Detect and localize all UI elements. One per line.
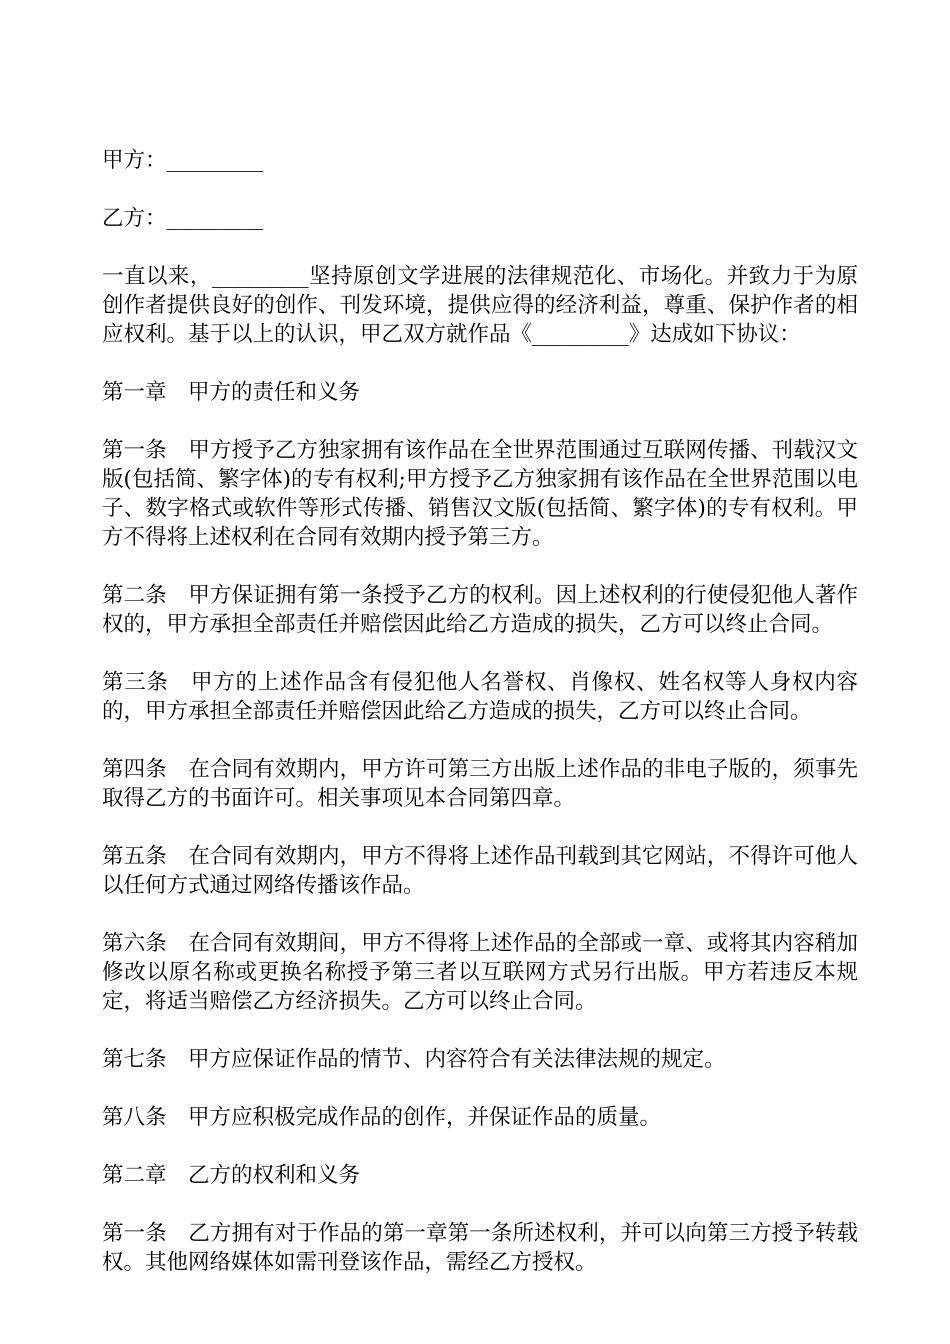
article-number: 第八条 xyxy=(102,1105,167,1130)
article-paragraph xyxy=(102,436,858,552)
chapter-title: 乙方的权利和义务 xyxy=(188,1163,361,1188)
contract-document xyxy=(102,146,858,1306)
article-text: 甲方授予乙方独家拥有该作品在全世界范围通过互联网传播、刊载汉文版(包括简、繁字体)的专有权利;甲方授予乙方独家拥有该作品在全世界范围以电子、数字格式或软件等形式传播、销售汉文版(包括简、繁字体)的专有权利。甲方不得将上述权利在合同有效期内授予第三方。 xyxy=(102,438,858,550)
article-text: 甲方应积极完成作品的创作，并保证作品的质量。 xyxy=(188,1105,662,1130)
article-text: 在合同有效期内，甲方不得将上述作品刊载到其它网站，不得许可他人以任何方式通过网络传播该作品。 xyxy=(102,844,858,898)
article-paragraph xyxy=(102,929,858,1016)
chapter-2-heading xyxy=(102,1161,858,1190)
article-number: 第五条 xyxy=(102,844,167,869)
article-number: 第一条 xyxy=(102,438,167,463)
chapter-1-heading xyxy=(102,378,858,407)
article-number: 第三条 xyxy=(102,670,169,695)
article-text: 甲方的上述作品含有侵犯他人名誉权、肖像权、姓名权等人身权内容的，甲方承担全部责任并赔偿因此给乙方造成的损失，乙方可以终止合同。 xyxy=(102,670,858,724)
article-paragraph xyxy=(102,1103,858,1132)
article-text: 在合同有效期内，甲方许可第三方出版上述作品的非电子版的，须事先取得乙方的书面许可。相关事项见本合同第四章。 xyxy=(102,757,858,811)
article-paragraph xyxy=(102,755,858,813)
article-number: 第四条 xyxy=(102,757,167,782)
article-paragraph xyxy=(102,1045,858,1074)
article-text: 乙方拥有对于作品的第一章第一条所述权利，并可以向第三方授予转载权。其他网络媒体如需刊登该作品，需经乙方授权。 xyxy=(102,1221,858,1275)
chapter-number: 第二章 xyxy=(102,1163,167,1188)
chapter-title: 甲方的责任和义务 xyxy=(188,380,361,405)
article-number: 第二条 xyxy=(102,583,167,608)
article-paragraph xyxy=(102,1219,858,1277)
article-paragraph xyxy=(102,581,858,639)
party-a-line: 甲方：_________ xyxy=(102,148,264,173)
chapter-number: 第一章 xyxy=(102,380,167,405)
article-number: 第六条 xyxy=(102,931,167,956)
article-number: 第一条 xyxy=(102,1221,167,1246)
article-paragraph xyxy=(102,842,858,900)
article-paragraph xyxy=(102,668,858,726)
article-text: 在合同有效期间，甲方不得将上述作品的全部或一章、或将其内容稍加修改以原名称或更换名称授予第三者以互联网方式另行出版。甲方若违反本规定，将适当赔偿乙方经济损失。乙方可以终止合同。 xyxy=(102,931,858,1014)
party-b-line: 乙方：_________ xyxy=(102,206,264,231)
article-text: 甲方保证拥有第一条授予乙方的权利。因上述权利的行使侵犯他人著作权的，甲方承担全部责任并赔偿因此给乙方造成的损失，乙方可以终止合同。 xyxy=(102,583,858,637)
article-number: 第七条 xyxy=(102,1047,167,1072)
article-text: 甲方应保证作品的情节、内容符合有关法律法规的规定。 xyxy=(188,1047,726,1072)
intro-paragraph: 一直以来，_________坚持原创文学进展的法律规范化、市场化。并致力于为原创作者提供良好的创作、刊发环境，提供应得的经济利益，尊重、保护作者的相应权利。基于以上的认识，甲乙双方就作品《_________》达成如下协议： xyxy=(102,264,858,347)
